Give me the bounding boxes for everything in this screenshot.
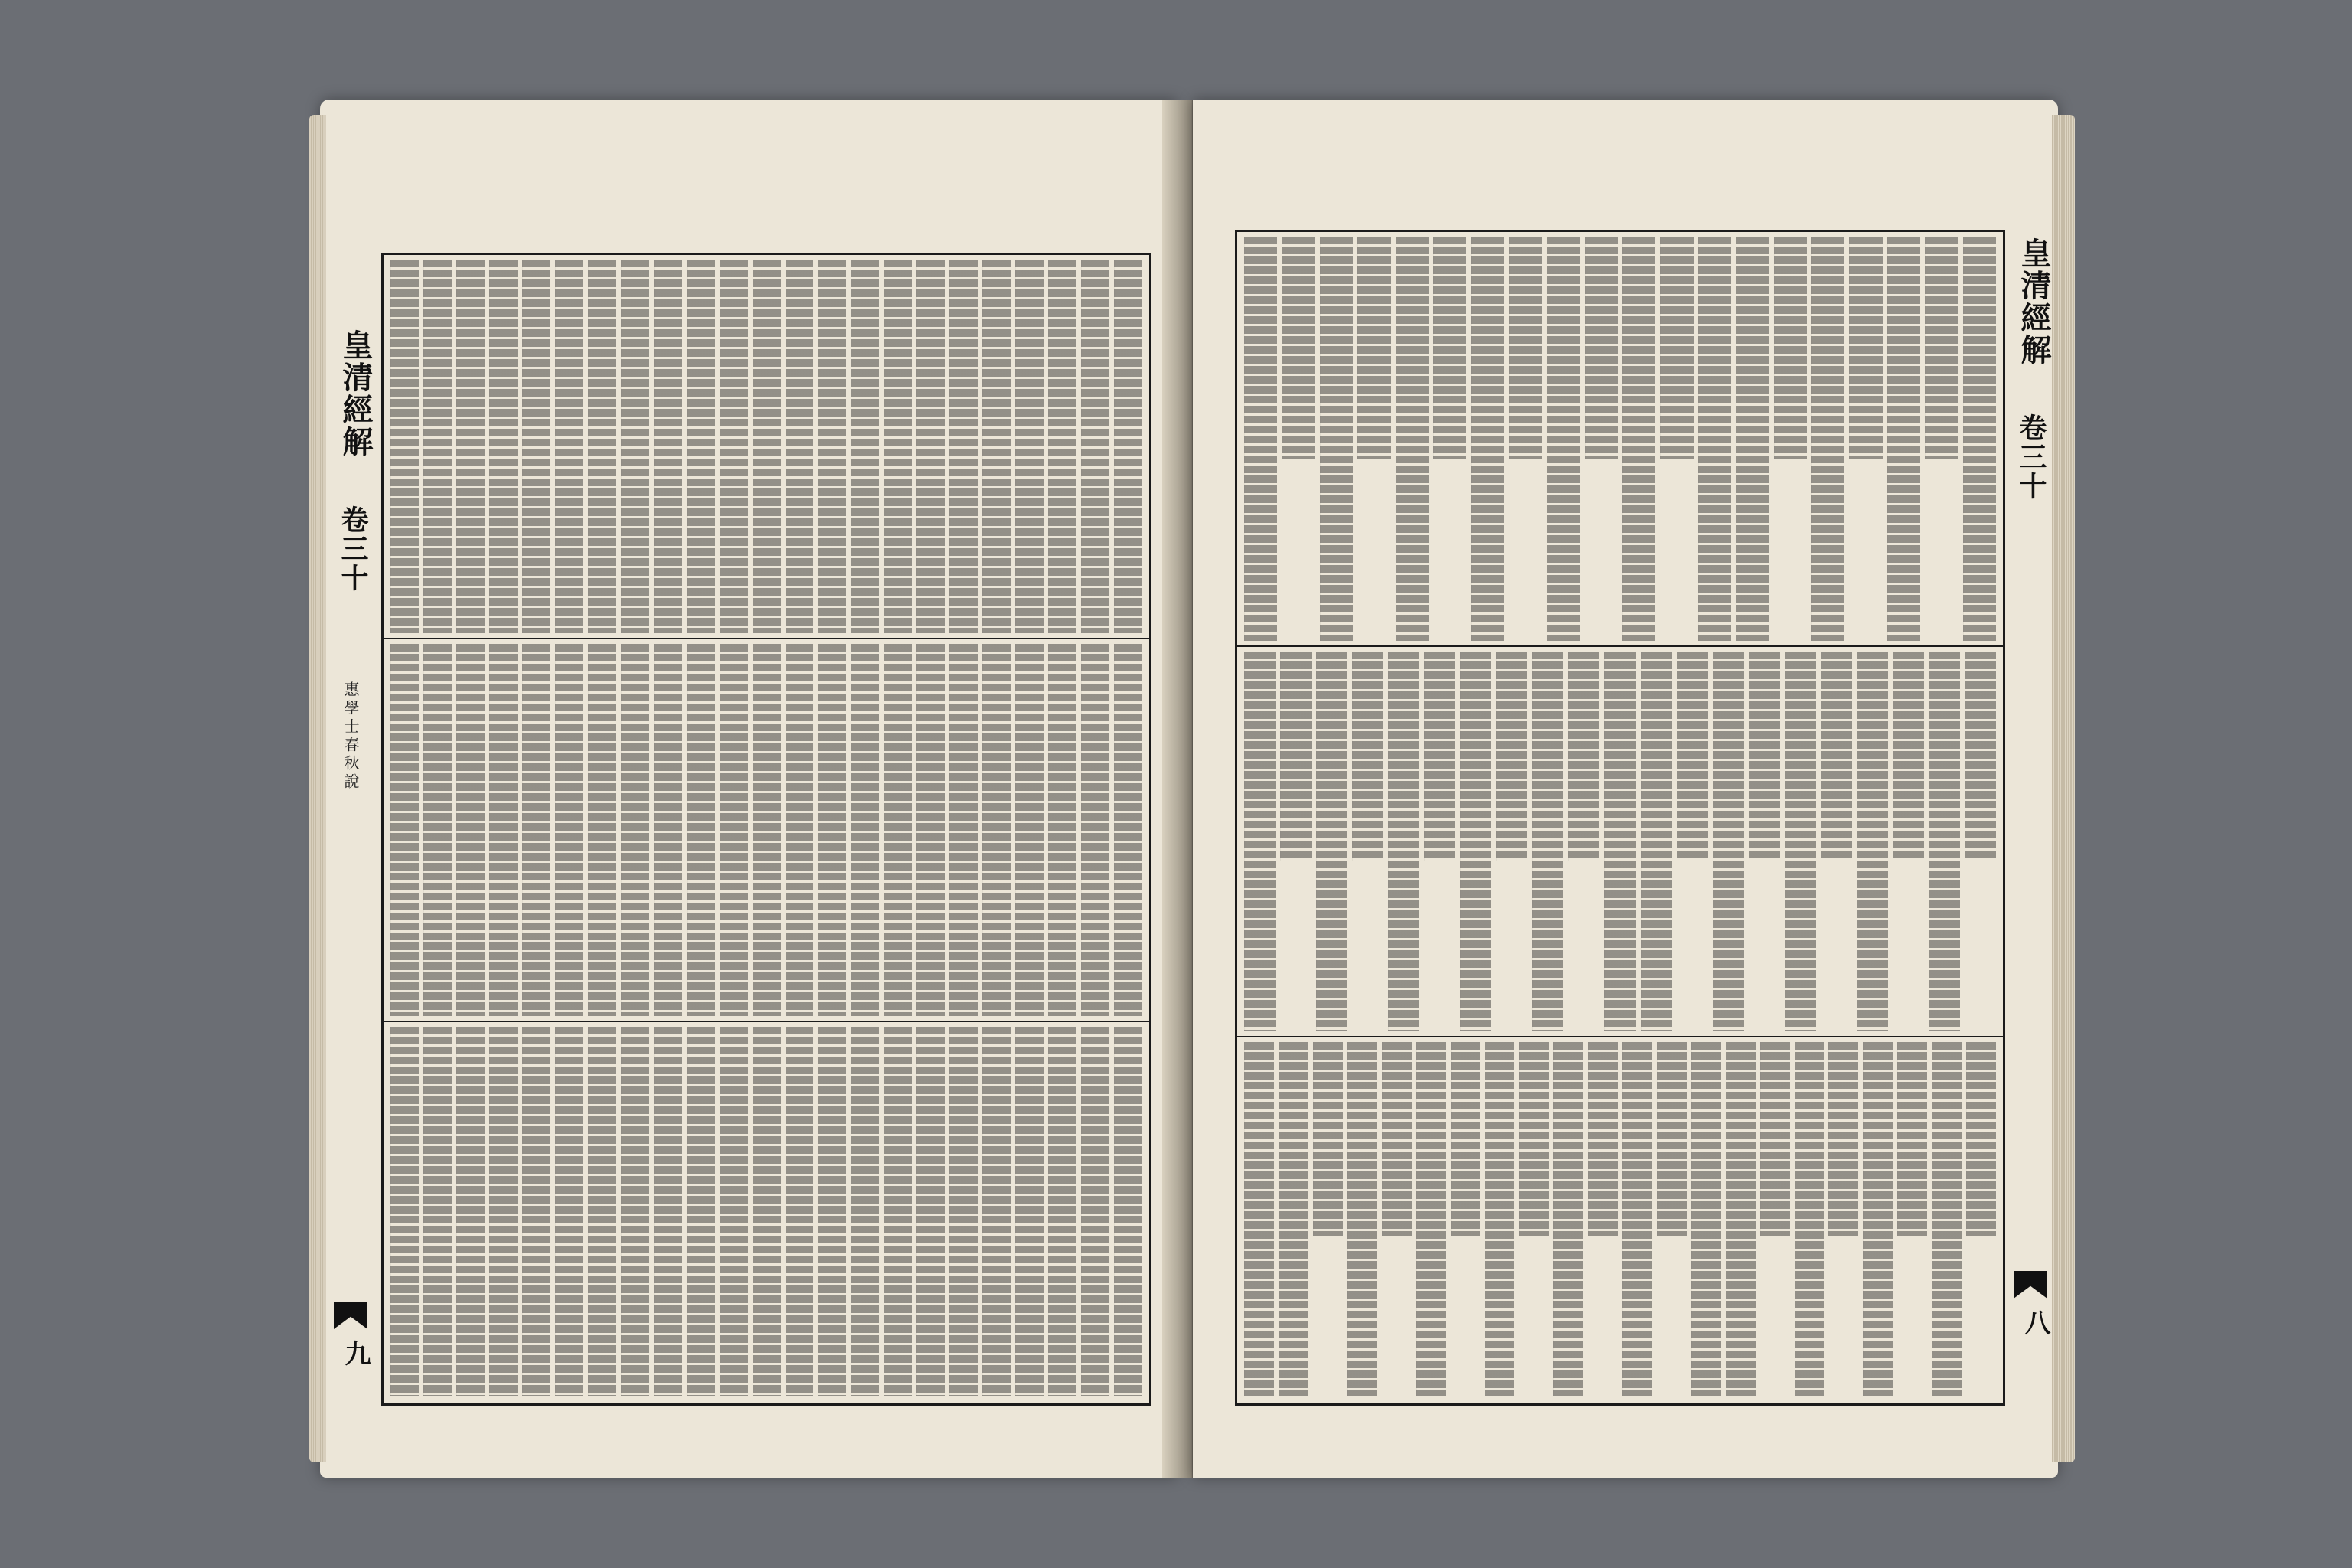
left-text-frame: [381, 253, 1152, 1406]
left-page: [320, 100, 1178, 1478]
fishtail-mark: [2014, 1271, 2047, 1298]
right-middle-register: [1237, 647, 2003, 1037]
right-outer-margin: [2004, 230, 2058, 1401]
right-page: [1193, 100, 2058, 1478]
left-running-title: 皇清經解: [338, 329, 374, 458]
fishtail-mark: [334, 1302, 368, 1329]
right-lower-register: [1237, 1037, 2003, 1400]
left-folio: 九: [340, 1340, 371, 1366]
right-text-frame: [1235, 230, 2005, 1406]
left-lower-register: [384, 1022, 1149, 1400]
left-outer-margin: [320, 253, 381, 1401]
right-folio: 八: [2020, 1309, 2050, 1335]
left-middle-register: [384, 639, 1149, 1022]
left-column-label: 惠學士春秋說: [341, 681, 360, 792]
right-upper-register: [1237, 232, 2003, 647]
left-upper-register: [384, 255, 1149, 639]
right-chapter-label: 卷三十: [2015, 413, 2047, 501]
left-chapter-label: 卷三十: [337, 505, 369, 593]
open-book: [320, 100, 2058, 1478]
right-running-title: 皇清經解: [2016, 237, 2052, 366]
